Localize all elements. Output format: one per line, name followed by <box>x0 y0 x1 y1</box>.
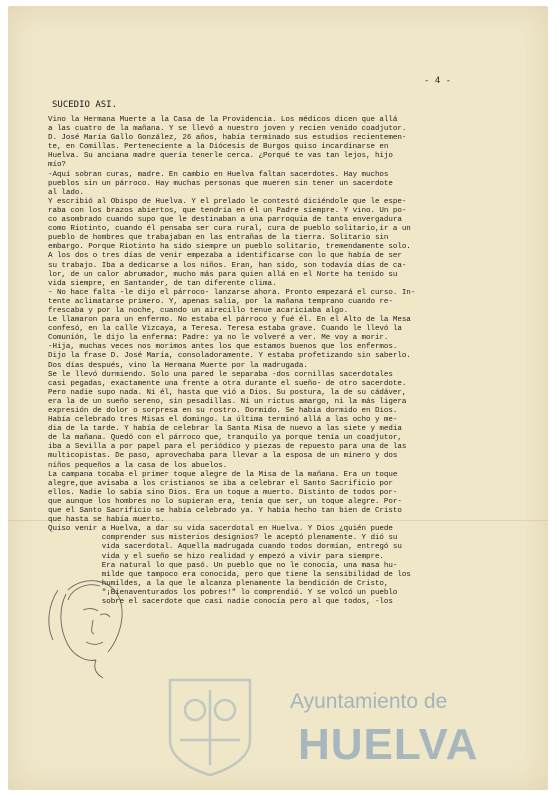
text-line: embargo. Porque Riotinto ha sido siempre un pueblo solitario, tremendamente solo. <box>48 243 411 252</box>
text-line: comprender sus misterios designios? le aceptó plenamente. Y dió su <box>48 534 398 543</box>
document-title: SUCEDIO ASI. <box>52 100 118 110</box>
portrait-sketch-icon <box>38 570 138 680</box>
text-line: A los dos o tres días de venir empezaba a identificarse con lo que había de ser <box>48 252 402 261</box>
text-line: milde que tampoco era conocida, pero que tiene la sensibilidad de los <box>48 570 411 579</box>
text-line: expresión de dolor o sorpresa en su rostro. Dormido. Se había dormido en Dios. <box>48 407 398 415</box>
text-line: "¡Bienaventurados los pobres!" lo comprendió. Y se volcó un pueblo <box>48 588 398 597</box>
text-line: casi pegadas, exactamente una frente a otra durante el sueño- de otro sacerdote. <box>48 379 407 388</box>
text-line: mío? <box>48 161 66 170</box>
text-line: niños pequeños a la casa de los abuelos. <box>48 461 228 470</box>
text-line: vida y el sueño se hizo realidad y empezó a vivir para siempre. <box>48 552 384 561</box>
text-line: Había celebrado tres Misas el domingo. La última terminó allá a las ocho y me- <box>48 416 398 425</box>
text-line: vida siempre, en Santander, de tan diferente clima. <box>48 279 277 288</box>
text-line: iba a Sevilla a por papel para el periódico y piezas de repuesto para una de las <box>48 443 407 452</box>
text-line: que el Santo Sacrificio se había celebrado ya. Y había hecho tan bien de Cristo <box>48 507 402 516</box>
text-line: -Aquí sobran curas, madre. En cambio en Huelva faltan sacerdotes. Hay muchos <box>48 170 389 179</box>
page-number: - 4 - <box>424 76 452 86</box>
watermark-line1: Ayuntamiento de <box>290 690 448 713</box>
text-line: pueblos sin un párroco. Hay muchas personas que mueren sin tener un sacerdote <box>48 179 393 188</box>
text-line: Era natural lo que pasó. Un pueblo que no le conocía, una masa hu- <box>48 561 398 570</box>
text-line: Dijo la frase D. José María, consoladoramente. Y estaba profetizando sin saberlo. <box>48 352 411 361</box>
watermark-line2: HUELVA <box>298 720 479 769</box>
text-line: lor, de un calor abrumador, mucho más para quien allá en el Norte ha tenido su <box>48 270 398 279</box>
text-line: ellos. Nadie lo sabía sino Dios. Era un toque a muerto. Distinto de todos por- <box>48 488 398 497</box>
text-line: de la mañana. Quedó con el párroco que, tranquilo ya porque tenía un coadjutor, <box>48 434 402 443</box>
text-line: como Riotinto, cuando él pensaba ser cura rural, cura de pueblo solitario,ir a un <box>48 225 411 234</box>
text-line: alegre,que avisaba a los cristianos se iba a celebrar el Santo Sacrificio por <box>48 479 393 488</box>
text-line: su trabajo. Iba a dedicarse a los niños. Eran, han sido, son todavía días de ca- <box>48 261 407 270</box>
text-line: Le llamaron para un enfermo. No estaba el párroco y fué él. En el Alto de la Mesa <box>48 316 411 325</box>
text-line: Comunión, le dijo la enferma: Padre: ya no le volveré a ver. Me voy a morir. <box>48 334 389 343</box>
document-body <box>48 116 540 607</box>
text-line: a las cuatro de la mañana. Y se llevó a nuestro joven y recien venido coadjutor. <box>48 125 407 134</box>
text-line: Y escribió al Obispo de Huelva. Y el prelado le contestó diciéndole que le espe- <box>48 197 407 206</box>
text-line: era la de un sueño sereno, sin pesadillas. Ni un rictus amargo, ni la más ligera <box>48 397 407 406</box>
text-line: sobre el sacerdote que casi nadie conocía pero al que todos, -los <box>48 597 393 606</box>
text-line: Pero nadie supo nada. Ni él, hasta que vió a Dios. Su postura, la de su cádáver, <box>48 388 407 397</box>
text-line: Quiso venir a Huelva, a dar su vida sacerdotal en Huelva. Y Dios ¿quién puede <box>48 525 393 534</box>
text-line: La campana tocaba el primer toque alegre de la Misa de la mañana. Era un toque <box>48 470 398 479</box>
text-line: Se le llevó durmiendo. Solo una pared le separaba -dos cornillas sacerdotales <box>48 370 393 379</box>
text-line: pueblo de hombres que trabajaban en las entrañas de la tierra. Solitario sin <box>48 234 389 243</box>
text-line: dia de la tarde. Y había de celebrar la Santa Misa de nuevo a las siete y media <box>48 425 402 434</box>
text-line: frescaba y por la noche, cuando un airecillo tenue acariciaba algo. <box>48 306 349 315</box>
text-line: -Hija, muchas veces nos morimos antes los que estamos buenos que los enfermos. <box>48 343 398 352</box>
text-line: D. José María Gallo González, 26 años, había terminado sus estudios recientemen- <box>48 134 407 143</box>
text-line: Vino la Hermana Muerte a la Casa de la Providencia. Los médicos dicen que allá <box>48 116 398 124</box>
text-line: Huelva. Su anciana madre quería tenerle cerca. ¿Porqué te vas tan lejos, hijo <box>48 152 393 161</box>
text-line: que aunque los hombres no lo supieran era, tenía que ser, un toque alegre. Por- <box>48 497 402 506</box>
text-line: raba con los brazos abiertos, que tendría en él un Padre siempre. Y vino. Un po- <box>48 206 407 215</box>
text-line: Dos días después, vino la Hermana Muerte por la madrugada. <box>48 361 308 370</box>
text-line: multicopistas. De paso, aprovechaba para llevar a la esposa de un minero y dos <box>48 452 398 461</box>
text-line: al lado. <box>48 188 84 197</box>
text-line: te, en Comillas. Perteneciente a la Diócesis de Burgos quiso incardinarse en <box>48 143 389 152</box>
text-line: que hasta se había muerto. <box>48 516 165 525</box>
text-line: co asombrado cuando supo que le destinaban a una parroquia de tanta envergadura <box>48 216 402 225</box>
text-line: tente aclimatarse primero. Y, apenas salía, por la mañana temprano cuando re- <box>48 297 393 306</box>
text-line: - No hace falta -le dijo el párroco- lanzarse ahora. Pronto empezará el curso. In- <box>48 288 416 297</box>
text-line: confesó, en la calle Vizcaya, a Teresa. Teresa estaba grave. Cuando le llevó la <box>48 325 402 334</box>
text-line: humildes, a la que le alcanza plenamente la bendición de Cristo, <box>48 579 389 588</box>
text-line: vida sacerdotal. Aquella madrugada cuando todos dormían, entregó su <box>48 543 402 552</box>
